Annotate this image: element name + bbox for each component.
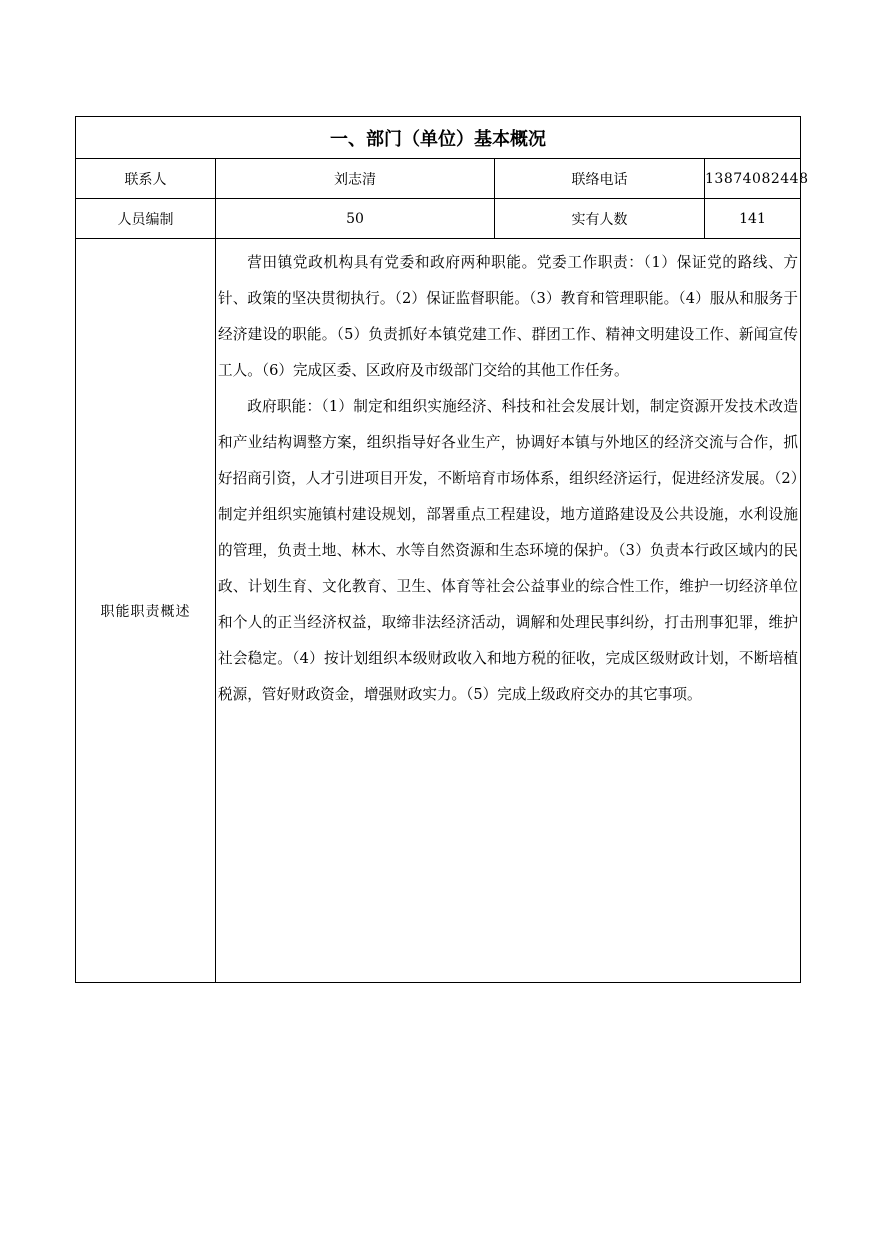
government-duties-paragraph: 政府职能：（1）制定和组织实施经济、科技和社会发展计划，制定资源开发技术改造和产业结构调整方案，组织指导好各业生产，协调好本镇与外地区的经济交流与合作，抓好招商引资，人才引进项目开发，不断培育市场体系，组织经济运行，促进经济发展。（2）制定并组织实施镇村建设规划，部署重点工程建设，地方道路建设及公共设施，水利设施的管理，负责土地、林木、水等自然资源和生态环境的保护。（3）负责本行政区域内的民政、计划生育、文化教育、卫生、体育等社会公益事业的综合性工作，维护一切经济单位和个人的正当经济权益，取缔非法经济活动，调解和处理民事纠纷，打击刑事犯罪，维护社会稳定。（4）按计划组织本级财政收入和地方税的征收，完成区级财政计划，不断培植税源，管好财政资金，增强财政实力。（5）完成上级政府交办的其它事项。 [218, 398, 798, 703]
contact-label: 联系人 [76, 159, 216, 199]
unit-overview-table [75, 116, 809, 983]
staff-row [76, 199, 801, 239]
duties-row [76, 239, 801, 983]
actual-staff-label: 实有人数 [495, 199, 705, 239]
party-duties-paragraph: 营田镇党政机构具有党委和政府两种职能。党委工作职责：（1）保证党的路线、方针、政策的坚决贯彻执行。（2）保证监督职能。（3）教育和管理职能。（4）服从和服务于经济建设的职能。（5）负责抓好本镇党建工作、群团工作、精神文明建设工作、新闻宣传工人。（6）完成区委、区政府及市级部门交给的其他工作任务。 [218, 254, 798, 379]
phone-label: 联络电话 [495, 159, 705, 199]
staff-quota-value: 50 [216, 199, 495, 239]
duties-label: 职能职责概述 [76, 239, 216, 983]
table-title: 一、部门（单位）基本概况 [76, 117, 801, 159]
staff-quota-label: 人员编制 [76, 199, 216, 239]
contact-value: 刘志清 [216, 159, 495, 199]
duties-description [216, 239, 801, 983]
contact-row [76, 159, 801, 199]
title-row [76, 117, 801, 159]
actual-staff-value: 141 [705, 199, 801, 239]
phone-value: 13874082448 [705, 159, 801, 199]
